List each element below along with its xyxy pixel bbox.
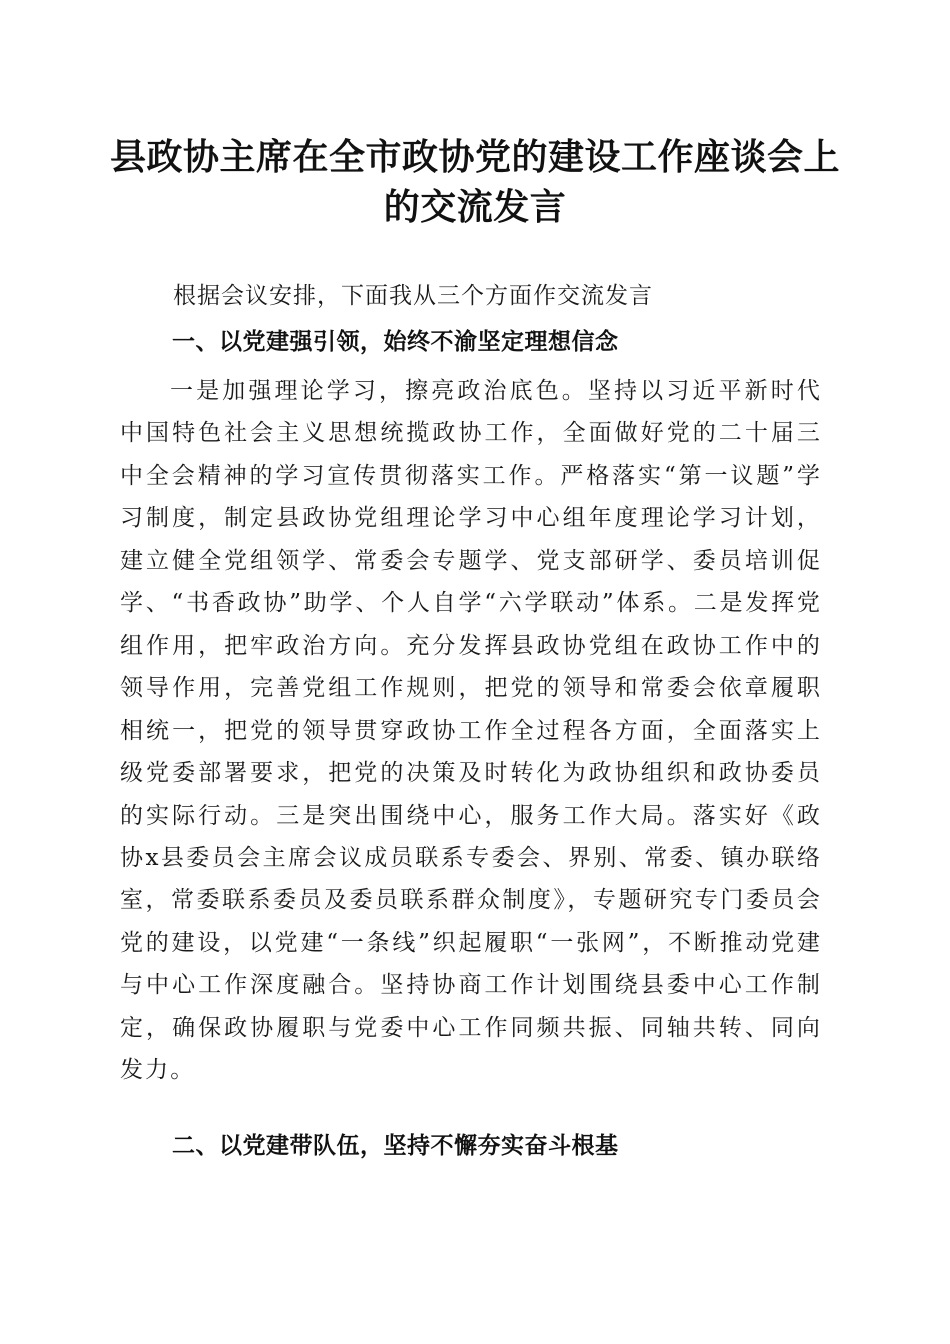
intro-paragraph: 根据会议安排，下面我从三个方面作交流发言 bbox=[173, 283, 653, 309]
section-heading-2: 二、以党建带队伍，坚持不懈夯实奋斗根基 bbox=[172, 1133, 619, 1159]
section-heading-1: 一、以党建强引领，始终不渝坚定理想信念 bbox=[172, 329, 619, 355]
document-title: 县政协主席在全市政协党的建设工作座谈会上的交流发言 bbox=[109, 136, 840, 228]
section-1-body: 一是加强理论学习，擦亮政治底色。坚持以习近平新时代中国特色社会主义思想统揽政协工作，全面做好党的二十届三中全会精神的学习宣传贯彻落实工作。严格落实“第一议题”学习制度，制定县政协党组理论学习中心组年度理论学习计划，建立健全党组领学、常委会专题学、党支部研学、委员培训促学、“书香政协”助学、个人自学“六学联动”体系。二是发挥党组作用，把牢政治方向。充分发挥县政协党组在政协工作中的领导作用，完善党组工作规则，把党的领导和常委会依章履职相统一，把党的领导贯穿政协工作全过程各方面，全面落实上级党委部署要求，把党的决策及时转化为政协组织和政协委员的实际行动。三是突出围绕中心，服务工作大局。落实好《政协x县委员会主席会议成员联系专委会、界别、常委、镇办联络室，常委联系委员及委员联系群众制度》，专题研究专门委员会党的建设，以党建“一条线”织起履职“一张网”，不断推动党建与中心工作深度融合。坚持协商工作计划围绕县委中心工作制定，确保政协履职与党委中心工作同频共振、同轴共转、同向发力。 bbox=[120, 378, 822, 1084]
